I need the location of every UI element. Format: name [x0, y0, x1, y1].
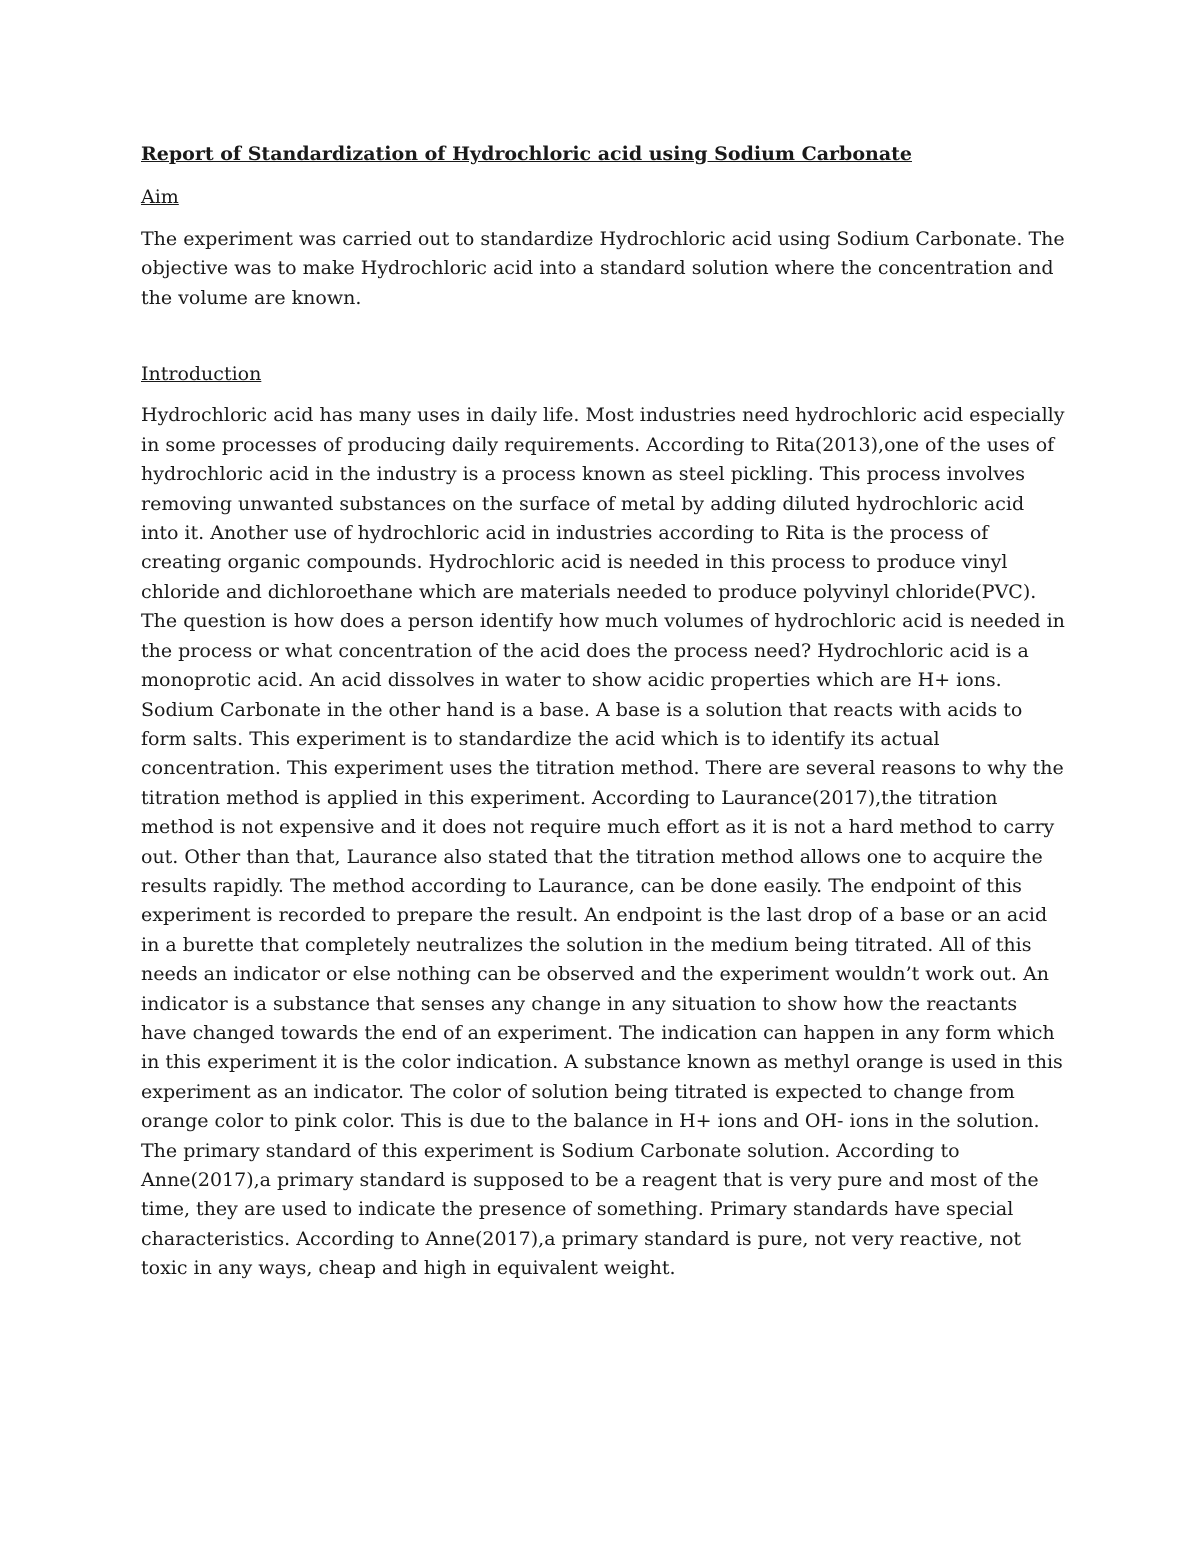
aim-paragraph: The experiment was carried out to standardize Hydrochloric acid using Sodium Carbonate. The objective was to make Hydrochloric acid into a standard solution where the concentration and the volume are known. [141, 227, 1065, 309]
introduction-heading: Introduction [141, 363, 262, 386]
document-title: Report of Standardization of Hydrochloric acid using Sodium Carbonate [141, 143, 912, 165]
document-body [141, 140, 1066, 1284]
introduction-paragraph: Hydrochloric acid has many uses in daily life. Most industries need hydrochloric acid especially in some processes of producing daily requirements. According to Rita(2013),one of the uses of hydrochloric acid in the industry is a process known as steel pickling. This process involves removing unwanted substances on the surface of metal by adding diluted hydrochloric acid into it. Another use of hydrochloric acid in industries according to Rita is the process of creating organic compounds. Hydrochloric acid is needed in this process to produce vinyl chloride and dichloroethane which are materials needed to produce polyvinyl chloride(PVC). The question is how does a person identify how much volumes of hydrochloric acid is needed in the process or what concentration of the acid does the process need? Hydrochloric acid is a monoprotic acid. An acid dissolves in water to show acidic properties which are H+ ions. Sodium Carbonate in the other hand is a base. A base is a solution that reacts with acids to form salts. This experiment is to standardize the acid which is to identify its actual concentration. This experiment uses the titration method. There are several reasons to why the titration method is applied in this experiment. According to Laurance(2017),the titration method is not expensive and it does not require much effort as it is not a hard method to carry out. Other than that, Laurance also stated that the titration method allows one to acquire the results rapidly. The method according to Laurance, can be done easily. The endpoint of this experiment is recorded to prepare the result. An endpoint is the last drop of a base or an acid in a burette that completely neutralizes the solution in the medium being titrated. All of this needs an indicator or else nothing can be observed and the experiment wouldn’t work out. An indicator is a substance that senses any change in any situation to show how the reactants have changed towards the end of an experiment. The indication can happen in any form which in this experiment it is the color indication. A substance known as methyl orange is used in this experiment as an indicator. The color of solution being titrated is expected to change from orange color to pink color. This is due to the balance in H+ ions and OH- ions in the solution. The primary standard of this experiment is Sodium Carbonate solution. According to Anne(2017),a primary standard is supposed to be a reagent that is very pure and most of the time, they are used to indicate the presence of something. Primary standards have special characteristics. According to Anne(2017),a primary standard is pure, not very reactive, not toxic in any ways, cheap and high in equivalent weight. [141, 404, 1065, 1280]
aim-heading: Aim [141, 186, 179, 209]
